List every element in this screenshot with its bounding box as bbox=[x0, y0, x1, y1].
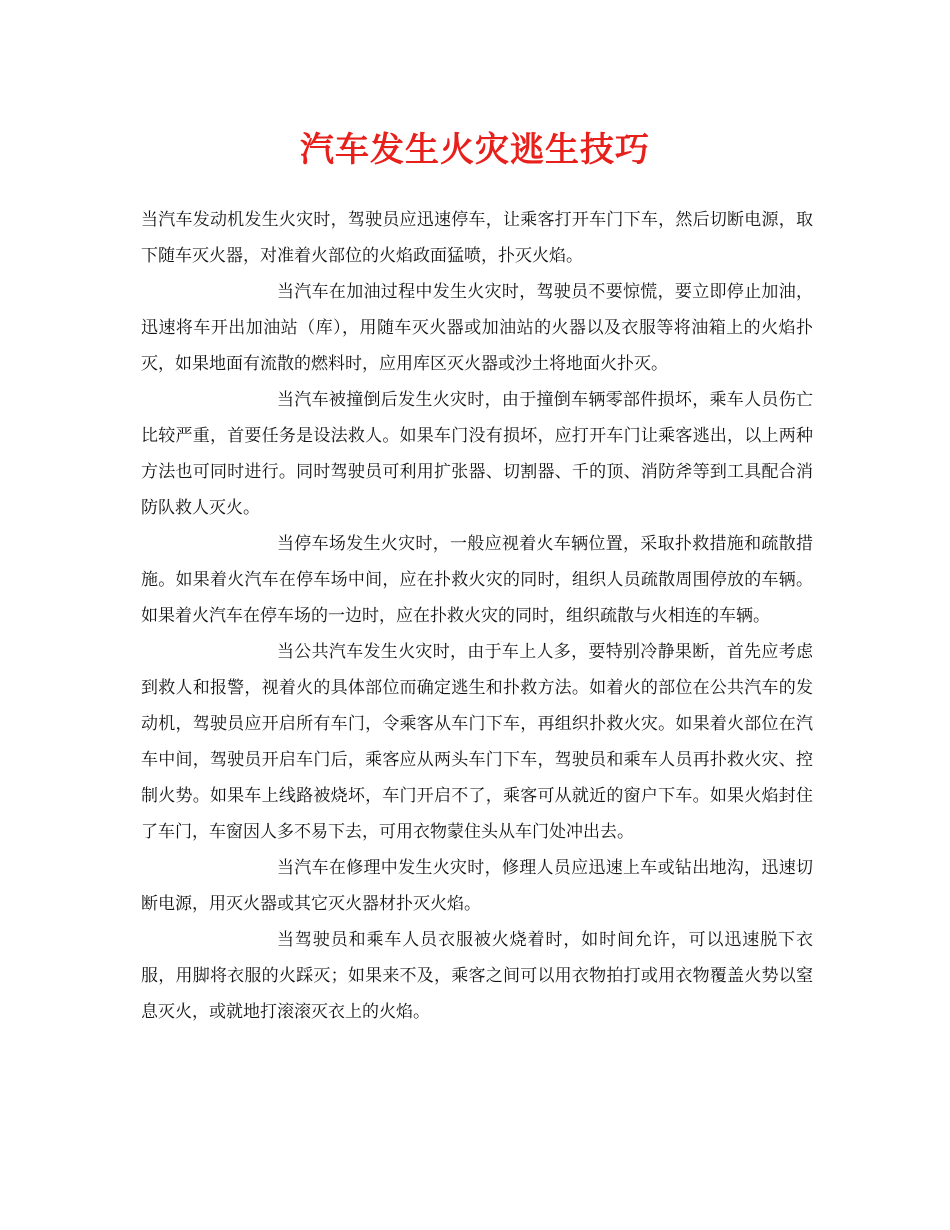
paragraph-refueling-fire: 当汽车在加油过程中发生火灾时，驾驶员不要惊慌，要立即停止加油，迅速将车开出加油站（库），用随车灭火器或加油站的火器以及衣服等将油箱上的火焰扑灭，如果地面有流散的燃料时，应用库区灭火器或沙土将地面火扑灭。 bbox=[141, 282, 813, 374]
paragraph-parking-lot-fire: 当停车场发生火灾时，一般应视着火车辆位置，采取扑救措施和疏散措施。如果着火汽车在停车场中间，应在扑救火灾的同时，组织人员疏散周围停放的车辆。如果着火汽车在停车场的一边时，应在扑救火灾的同时，组织疏散与火相连的车辆。 bbox=[141, 534, 813, 626]
paragraph-collision-fire: 当汽车被撞倒后发生火灾时，由于撞倒车辆零部件损坏，乘车人员伤亡比较严重，首要任务是设法救人。如果车门没有损坏，应打开车门让乘客逃出，以上两种方法也可同时进行。同时驾驶员可利用扩张器、切割器、千的顶、消防斧等到工具配合消防队救人灭火。 bbox=[141, 390, 813, 518]
document-title: 汽车发生火灾逃生技巧 bbox=[300, 130, 650, 170]
paragraph-clothing-fire: 当驾驶员和乘车人员衣服被火烧着时，如时间允许，可以迅速脱下衣服，用脚将衣服的火踩灭；如果来不及，乘客之间可以用衣物拍打或用衣物覆盖火势以窒息灭火，或就地打滚滚灭衣上的火焰。 bbox=[141, 930, 813, 1022]
paragraph-repair-fire: 当汽车在修理中发生火灾时，修理人员应迅速上车或钻出地沟，迅速切断电源，用灭火器或其它灭火器材扑灭火焰。 bbox=[141, 858, 813, 914]
paragraph-engine-fire: 当汽车发动机发生火灾时，驾驶员应迅速停车，让乘客打开车门下车，然后切断电源，取下随车灭火器，对准着火部位的火焰政面猛喷，扑灭火焰。 bbox=[141, 210, 813, 266]
document-body bbox=[141, 202, 813, 1030]
paragraph-bus-fire: 当公共汽车发生火灾时，由于车上人多，要特别冷静果断，首先应考虑到救人和报警，视着火的具体部位而确定逃生和扑救方法。如着火的部位在公共汽车的发动机，驾驶员应开启所有车门，令乘客从车门下车，再组织扑救火灾。如果着火部位在汽车中间，驾驶员开启车门后，乘客应从两头车门下车，驾驶员和乘车人员再扑救火灾、控制火势。如果车上线路被烧坏，车门开启不了，乘客可从就近的窗户下车。如果火焰封住了车门，车窗因人多不易下去，可用衣物蒙住头从车门处冲出去。 bbox=[141, 642, 813, 842]
